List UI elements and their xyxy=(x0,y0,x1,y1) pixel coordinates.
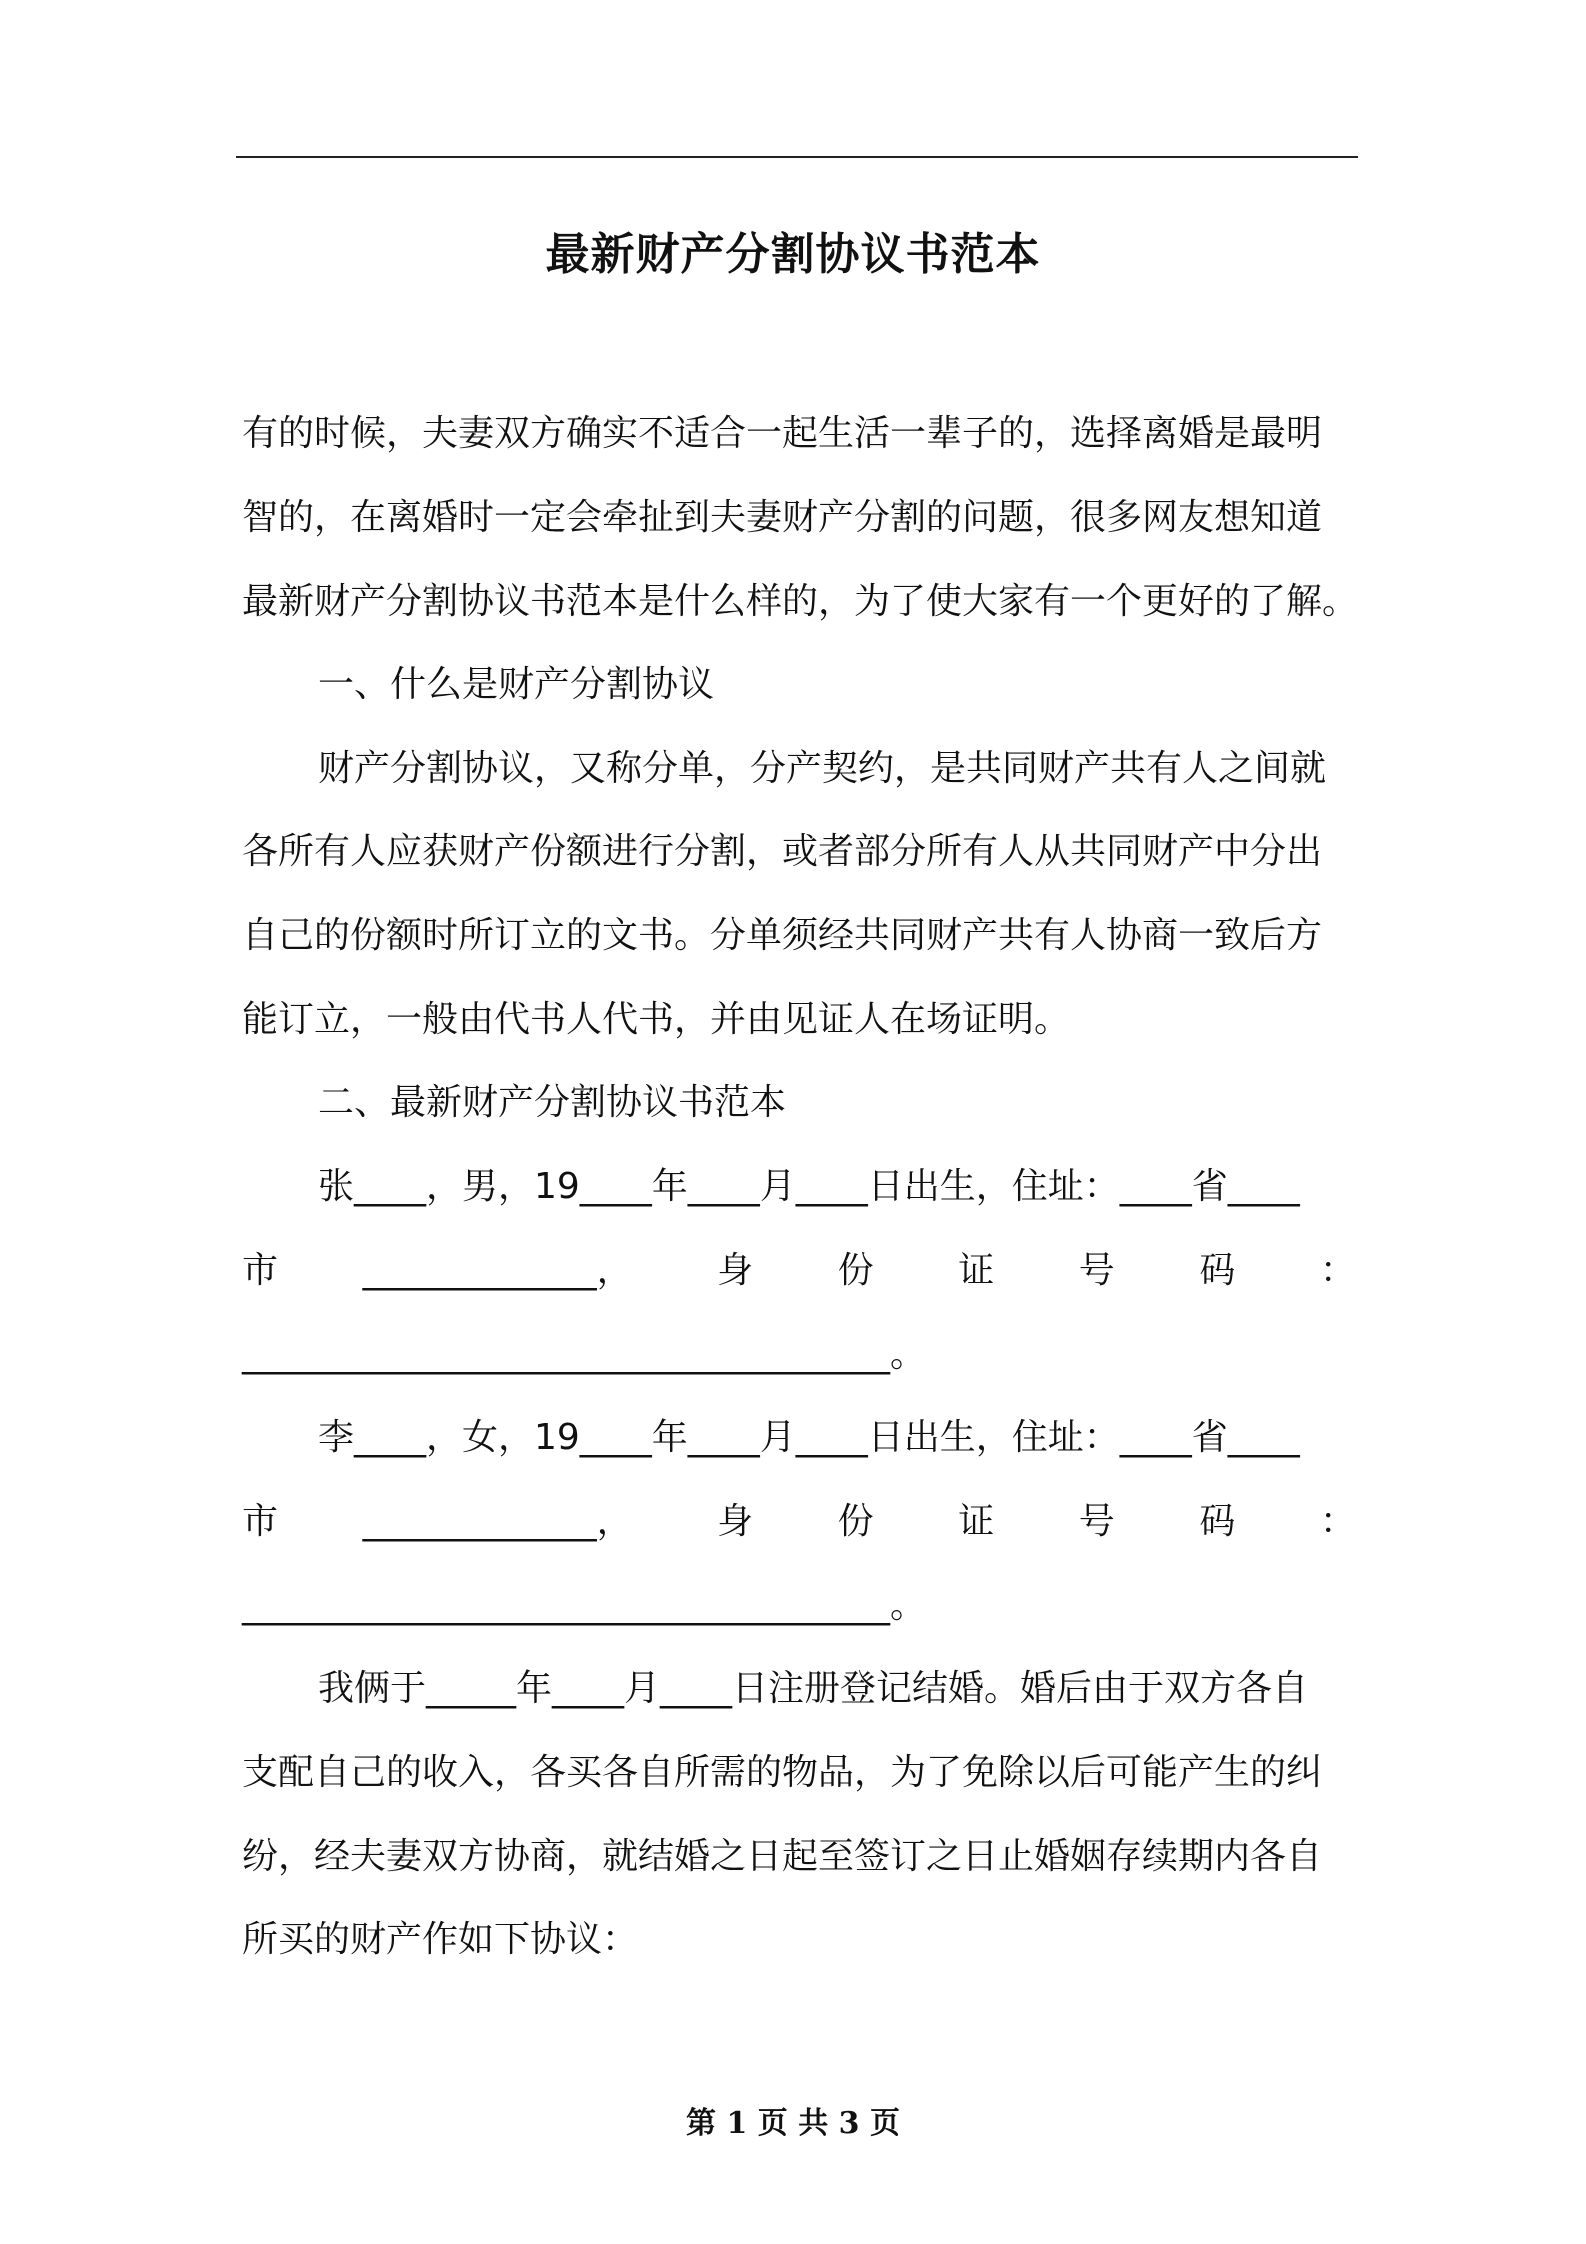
body-line: 我俩于_____年____月____日注册登记结婚。婚后由于双方各自 xyxy=(318,1668,1309,1709)
id-part: 市 xyxy=(242,1250,279,1291)
header-rule xyxy=(236,156,1358,158)
body-line: 各所有人应获财产份额进行分割，或者部分所有人从共同财产中分出 xyxy=(242,831,1323,872)
id-part: 码 xyxy=(1199,1250,1236,1291)
id-part: 号 xyxy=(1078,1501,1115,1542)
id-part: ： xyxy=(1319,1501,1356,1542)
id-part: 身 xyxy=(717,1250,754,1291)
id-number-line-zhang xyxy=(242,1249,1356,1293)
body-line: 智的，在离婚时一定会牵扯到夫妻财产分割的问题，很多网友想知道 xyxy=(242,497,1323,538)
id-part: 号 xyxy=(1078,1250,1115,1291)
id-part: ： xyxy=(1319,1250,1356,1291)
id-blank-line: ____________________________________。 xyxy=(242,1585,926,1626)
page-footer: 第 1 页 共 3 页 xyxy=(686,2106,900,2141)
id-part: 身 xyxy=(717,1501,754,1542)
party-zhang-line: 张____，男，19____年____月____日出生，住址：____省____ xyxy=(318,1166,1300,1207)
id-part: 证 xyxy=(958,1501,995,1542)
party-li-line: 李____，女，19____年____月____日出生，住址：____省____ xyxy=(318,1417,1300,1458)
section-heading-2: 二、最新财产分割协议书范本 xyxy=(318,1082,787,1123)
body-line: 纷，经夫妻双方协商，就结婚之日起至签订之日止婚姻存续期内各自 xyxy=(242,1836,1323,1877)
body-line: 支配自己的收入，各买各自所需的物品，为了免除以后可能产生的纠 xyxy=(242,1752,1323,1793)
section-heading-1: 一、什么是财产分割协议 xyxy=(318,664,715,705)
id-part: 码 xyxy=(1199,1501,1236,1542)
id-part: 份 xyxy=(837,1250,874,1291)
body-line: 财产分割协议，又称分单，分产契约，是共同财产共有人之间就 xyxy=(318,748,1327,789)
id-number-line-li xyxy=(242,1500,1356,1544)
id-part: 证 xyxy=(958,1250,995,1291)
body-line: 所买的财产作如下协议： xyxy=(242,1919,639,1960)
body-line: 自己的份额时所订立的文书。分单须经共同财产共有人协商一致后方 xyxy=(242,915,1323,956)
id-part: 市 xyxy=(242,1501,279,1542)
id-blank-line: ____________________________________。 xyxy=(242,1334,926,1375)
body-line: 有的时候，夫妻双方确实不适合一起生活一辈子的，选择离婚是最明 xyxy=(242,413,1323,454)
body-line: 能订立，一般由代书人代书，并由见证人在场证明。 xyxy=(242,999,1071,1040)
id-part: _____________， xyxy=(362,1250,633,1291)
id-part: _____________， xyxy=(362,1501,633,1542)
body-line: 最新财产分割协议书范本是什么样的，为了使大家有一个更好的了解。 xyxy=(242,581,1359,622)
id-part: 份 xyxy=(837,1501,874,1542)
document-title: 最新财产分割协议书范本 xyxy=(545,229,1041,280)
